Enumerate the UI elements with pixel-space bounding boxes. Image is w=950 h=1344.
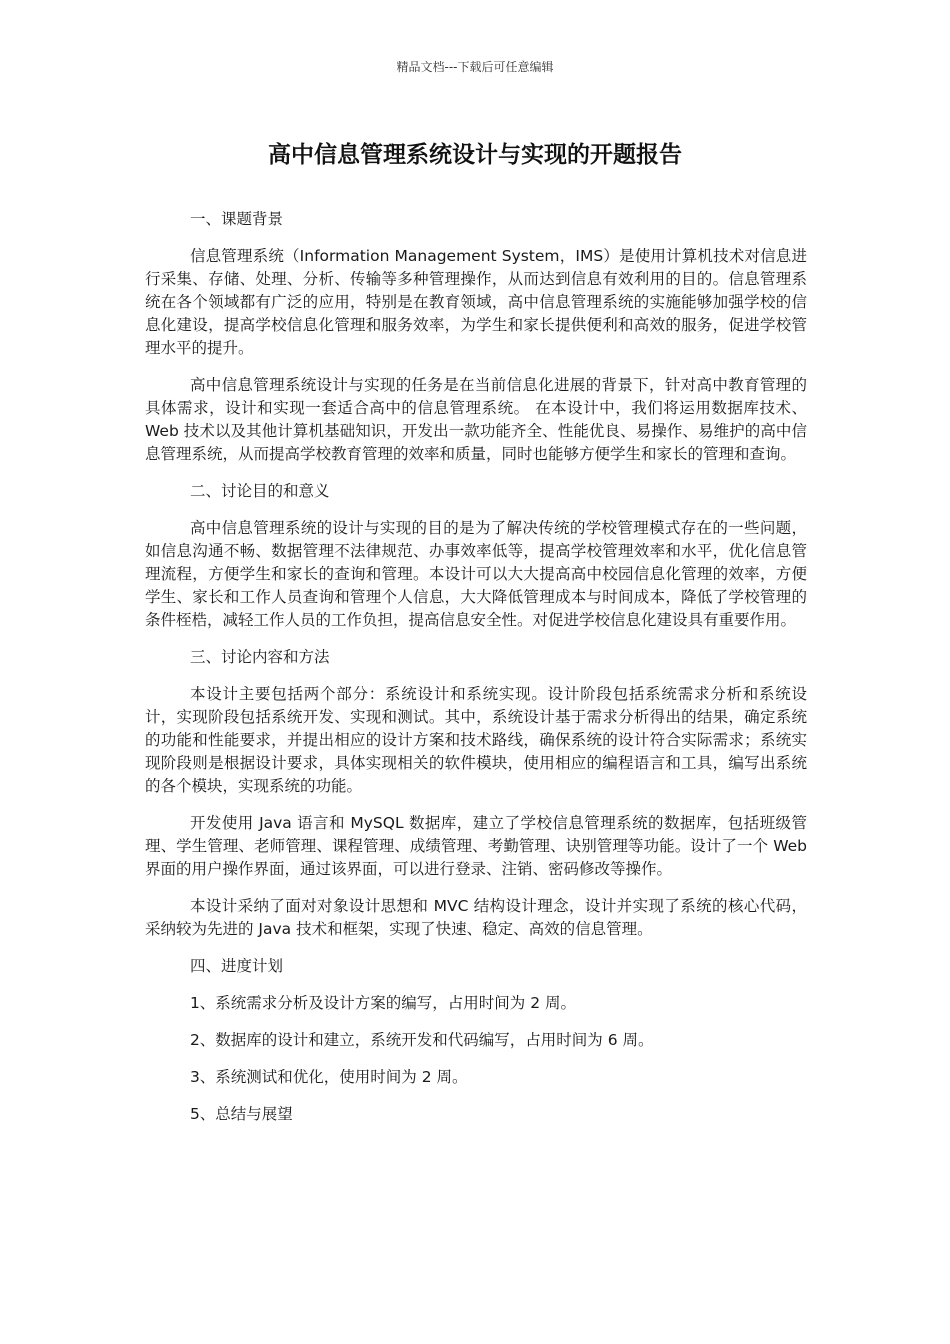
document-title: 高中信息管理系统设计与实现的开题报告 — [268, 142, 682, 168]
section-heading-background: 一、课题背景 — [189, 210, 283, 228]
content-paragraph-2: 开发使用 Java 语言和 MySQL 数据库，建立了学校信息管理系统的数据库，包括班级管理、学生管理、老师管理、课程管理、成绩管理、考勤管理、诀别管理等功能。设计了一个 Web 界面的用户操作界面，通过该界面，可以进行登录、注销、密码修改等操作。 — [145, 814, 807, 878]
background-paragraph-1: 信息管理系统（Information Management System，IMS）是使用计算机技术对信息进行采集、存储、处理、分析、传输等多种管理操作，从而达到信息有效利用的目的。信息管理系统在各个领域都有广泛的应用，特别是在教育领域，高中信息管理系统的实施能够加强学校的信息化建设，提高学校信息化管理和服务效率，为学生和家长提供便利和高效的服务，促进学校管理水平的提升。 — [145, 247, 807, 357]
background-paragraph-2: 高中信息管理系统设计与实现的任务是在当前信息化进展的背景下，针对高中教育管理的具体需求，设计和实现一套适合高中的信息管理系统。 在本设计中，我们将运用数据库技术、Web 技术以及其他计算机基础知识，开发出一款功能齐全、性能优良、易操作、易维护的高中信息管理系统，从而提高学校教育管理的效率和质量，同时也能够方便学生和家长的管理和查询。 — [145, 376, 807, 463]
schedule-item: 2、数据库的设计和建立，系统开发和代码编写，占用时间为 6 周。 — [189, 1031, 654, 1049]
document-body — [145, 208, 807, 1140]
section-heading-content: 三、讨论内容和方法 — [189, 648, 330, 666]
content-paragraph-1: 本设计主要包括两个部分：系统设计和系统实现。设计阶段包括系统需求分析和系统设计，实现阶段包括系统开发、实现和测试。其中，系统设计基于需求分析得出的结果，确定系统的功能和性能要求，并提出相应的设计方案和技术路线，确保系统的设计符合实际需求；系统实现阶段则是根据设计要求，具体实现相关的软件模块，使用相应的编程语言和工具，编写出系统的各个模块，实现系统的功能。 — [145, 685, 807, 795]
section-heading-purpose: 二、讨论目的和意义 — [189, 482, 330, 500]
header-note: 精品文档---下载后可任意编辑 — [396, 60, 554, 74]
section-heading-schedule: 四、进度计划 — [189, 957, 283, 975]
content-paragraph-3: 本设计采纳了面对对象设计思想和 MVC 结构设计理念，设计并实现了系统的核心代码，采纳较为先进的 Java 技术和框架，实现了快速、稳定、高效的信息管理。 — [145, 897, 807, 938]
schedule-item: 5、总结与展望 — [189, 1105, 293, 1123]
schedule-item: 3、系统测试和优化，使用时间为 2 周。 — [189, 1068, 468, 1086]
purpose-paragraph-1: 高中信息管理系统的设计与实现的目的是为了解决传统的学校管理模式存在的一些问题，如信息沟通不畅、数据管理不法律规范、办事效率低等，提高学校管理效率和水平，优化信息管理流程，方便学生和家长的查询和管理。本设计可以大大提高高中校园信息化管理的效率，方便学生、家长和工作人员查询和管理个人信息，大大降低管理成本与时间成本，降低了学校管理的条件桎梏，减轻工作人员的工作负担，提高信息安全性。对促进学校信息化建设具有重要作用。 — [145, 519, 807, 629]
schedule-item: 1、系统需求分析及设计方案的编写，占用时间为 2 周。 — [189, 994, 577, 1012]
